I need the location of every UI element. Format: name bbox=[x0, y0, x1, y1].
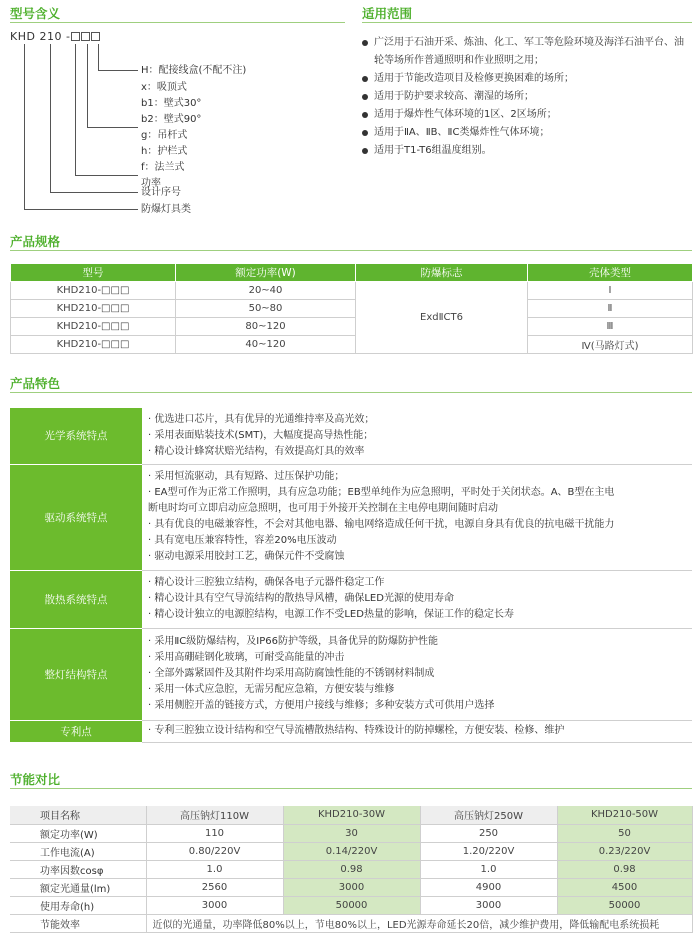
feature-row bbox=[10, 570, 692, 628]
feature-desc: · 采用恒流驱动，具有短路、过压保护功能； · EA型可作为正常工作照明，具有应急功能；EB型单纯作为应急照明，平时处于关闭状态。A、B型在主电 断电时均可立即启动应急照明，也可用于外接开关控制在主电停电期间随时启动 · 具有优良的电磁兼容性，不会对其他电器、输电网络造成任何干扰，电源自身具有优良的抗电磁干扰能力 · 具有宽电压兼容特性，容差20%电压波动 · 驱动电源采用胶封工艺，确保元件不受腐蚀 bbox=[142, 464, 692, 570]
efficiency-label: 节能效率 bbox=[10, 914, 146, 932]
connector-line bbox=[50, 192, 138, 193]
meaning-label-pendant: g：吊杆式 bbox=[141, 130, 188, 141]
connector-line bbox=[24, 209, 138, 210]
model-code bbox=[10, 30, 100, 43]
table-row: 使用寿命(h) 3000 50000 3000 50000 bbox=[10, 896, 692, 914]
feature-row bbox=[10, 720, 692, 742]
table-row: 额定功率(W) 110 30 250 50 bbox=[10, 824, 692, 842]
meaning-label-ceiling: x：吸顶式 bbox=[141, 82, 187, 93]
feature-desc: · 精心设计三腔独立结构，确保各电子元器件稳定工作 · 精心设计具有空气导流结构的散热导风槽，确保LED光源的使用寿命 · 精心设计独立的电源腔结构，电源工作不受LED热量的影响，保证工作的稳定长寿 bbox=[142, 570, 692, 628]
connector-line bbox=[75, 44, 76, 175]
spec-power: 20~40 bbox=[176, 282, 356, 300]
spec-header-model: 型号 bbox=[11, 264, 176, 282]
connector-line bbox=[98, 44, 99, 70]
compare-divider bbox=[10, 788, 692, 789]
scope-item: 适用于T1-T6组温度组别。 bbox=[362, 142, 692, 160]
meaning-label-wall-30: b1：壁式30° bbox=[141, 98, 202, 109]
feature-name: 散热系统特点 bbox=[10, 570, 142, 628]
feature-row bbox=[10, 408, 692, 464]
meaning-label-design-no: 设计序号 bbox=[141, 187, 181, 198]
spec-model: KHD210-□□□ bbox=[11, 318, 176, 336]
meaning-label-category: 防爆灯具类 bbox=[141, 204, 191, 215]
connector-line bbox=[50, 44, 51, 192]
bullet-icon bbox=[362, 94, 368, 100]
connector-line bbox=[87, 127, 138, 128]
efficiency-row bbox=[10, 914, 692, 932]
spec-divider bbox=[10, 250, 692, 251]
connector-line bbox=[87, 44, 88, 127]
table-row bbox=[11, 282, 693, 300]
compare-header: KHD210-50W bbox=[557, 806, 692, 824]
connector-line bbox=[98, 70, 138, 71]
scope-item: 适用于ⅡA、ⅡB、ⅡC类爆炸性气体环境； bbox=[362, 124, 692, 142]
scope-item: 适用于防护要求较高、潮湿的场所； bbox=[362, 88, 692, 106]
connector-line bbox=[24, 44, 25, 209]
spec-header-power: 额定功率(W) bbox=[176, 264, 356, 282]
feature-desc: · 优选进口芯片，具有优异的光通维持率及高光效； · 采用表面贴装技术(SMT)，大幅度提高导热性能； · 精心设计蜂窝状赔光结构，有效提高灯具的效率 bbox=[142, 408, 692, 464]
features-title: 产品特色 bbox=[10, 376, 61, 391]
spec-model: KHD210-□□□ bbox=[11, 336, 176, 354]
scope-list bbox=[362, 34, 692, 160]
scope-item: 适用于爆炸性气体环境的1区、2区场所； bbox=[362, 106, 692, 124]
spec-power: 50~80 bbox=[176, 300, 356, 318]
compare-title: 节能对比 bbox=[10, 772, 61, 787]
table-row: 功率因数cosφ 1.0 0.98 1.0 0.98 bbox=[10, 860, 692, 878]
efficiency-text: 近似的光通量，功率降低80%以上，节电80%以上，LED光源寿命延长20倍，减少维护费用，降低输配电系统损耗 bbox=[146, 914, 692, 932]
feature-name: 专利点 bbox=[10, 720, 142, 742]
feature-desc: · 专利三腔独立设计结构和空气导流槽散热结构、特殊设计的防掉螺栓，方便安装、检修、维护 bbox=[142, 720, 692, 742]
spec-header-row bbox=[11, 264, 693, 282]
compare-header: KHD210-30W bbox=[283, 806, 420, 824]
spec-table bbox=[10, 263, 693, 354]
spec-shell: Ⅱ bbox=[528, 300, 693, 318]
bullet-icon bbox=[362, 76, 368, 82]
table-row: 工作电流(A) 0.80/220V 0.14/220V 1.20/220V 0.23/220V bbox=[10, 842, 692, 860]
meaning-label-junction-box: H：配接线盒(不配不注) bbox=[141, 65, 247, 76]
spec-model: KHD210-□□□ bbox=[11, 282, 176, 300]
scope-divider bbox=[362, 22, 692, 23]
spec-model: KHD210-□□□ bbox=[11, 300, 176, 318]
spec-header-ex: 防爆标志 bbox=[356, 264, 528, 282]
feature-desc: · 采用ⅡC级防爆结构，及IP66防护等级，具备优异的防爆防护性能 · 采用高硼硅钢化玻璃，可耐受高能量的冲击 · 全部外露紧固件及其附件均采用高防腐蚀性能的不锈钢材料制成 · 采用一体式应急腔，无需另配应急箱，方便安装与维修 · 采用侧腔开盖的链接方式，方便用户接线与维修；多种安装方式可供用户选择 bbox=[142, 628, 692, 720]
model-meaning-diagram bbox=[10, 26, 340, 226]
bullet-icon bbox=[362, 112, 368, 118]
meaning-label-flange: f：法兰式 bbox=[141, 162, 185, 173]
spec-power: 40~120 bbox=[176, 336, 356, 354]
table-row: 额定光通量(lm) 2560 3000 4900 4500 bbox=[10, 878, 692, 896]
bullet-icon bbox=[362, 148, 368, 154]
compare-header: 项目名称 bbox=[10, 806, 146, 824]
feature-name: 驱动系统特点 bbox=[10, 464, 142, 570]
placeholder-square-icon bbox=[91, 32, 100, 41]
spec-shell: Ⅲ bbox=[528, 318, 693, 336]
bullet-icon bbox=[362, 130, 368, 136]
meaning-divider bbox=[10, 22, 345, 23]
spec-ex-mark: ExdⅡCT6 bbox=[356, 282, 528, 354]
table-row bbox=[11, 336, 693, 354]
feature-row bbox=[10, 628, 692, 720]
scope-item: 广泛用于石油开采、炼油、化工、军工等危险环境及海洋石油平台、油轮等场所作普通照明和作业照明之用； bbox=[362, 34, 692, 70]
meaning-label-power: 功率 bbox=[141, 178, 161, 189]
compare-header: 高压钠灯110W bbox=[146, 806, 283, 824]
feature-name: 整灯结构特点 bbox=[10, 628, 142, 720]
compare-header: 高压钠灯250W bbox=[420, 806, 557, 824]
meaning-label-rail: h：护栏式 bbox=[141, 146, 188, 157]
spec-header-shell: 壳体类型 bbox=[528, 264, 693, 282]
table-row bbox=[11, 300, 693, 318]
meaning-title: 型号含义 bbox=[10, 6, 61, 21]
spec-title: 产品规格 bbox=[10, 234, 61, 249]
spec-shell: Ⅰ bbox=[528, 282, 693, 300]
features-table bbox=[10, 408, 692, 743]
bullet-icon bbox=[362, 40, 368, 46]
placeholder-square-icon bbox=[81, 32, 90, 41]
scope-title: 适用范围 bbox=[362, 6, 413, 21]
feature-row bbox=[10, 464, 692, 570]
compare-header-row bbox=[10, 806, 692, 824]
connector-line bbox=[75, 175, 138, 176]
features-divider bbox=[10, 392, 692, 393]
spec-power: 80~120 bbox=[176, 318, 356, 336]
meaning-label-wall-90: b2：壁式90° bbox=[141, 114, 202, 125]
spec-shell: Ⅳ(马路灯式) bbox=[528, 336, 693, 354]
placeholder-square-icon bbox=[71, 32, 80, 41]
scope-item: 适用于节能改造项目及检修更换困难的场所； bbox=[362, 70, 692, 88]
compare-table bbox=[10, 806, 693, 933]
model-code-text: KHD 210 - bbox=[10, 30, 71, 43]
feature-name: 光学系统特点 bbox=[10, 408, 142, 464]
table-row bbox=[11, 318, 693, 336]
